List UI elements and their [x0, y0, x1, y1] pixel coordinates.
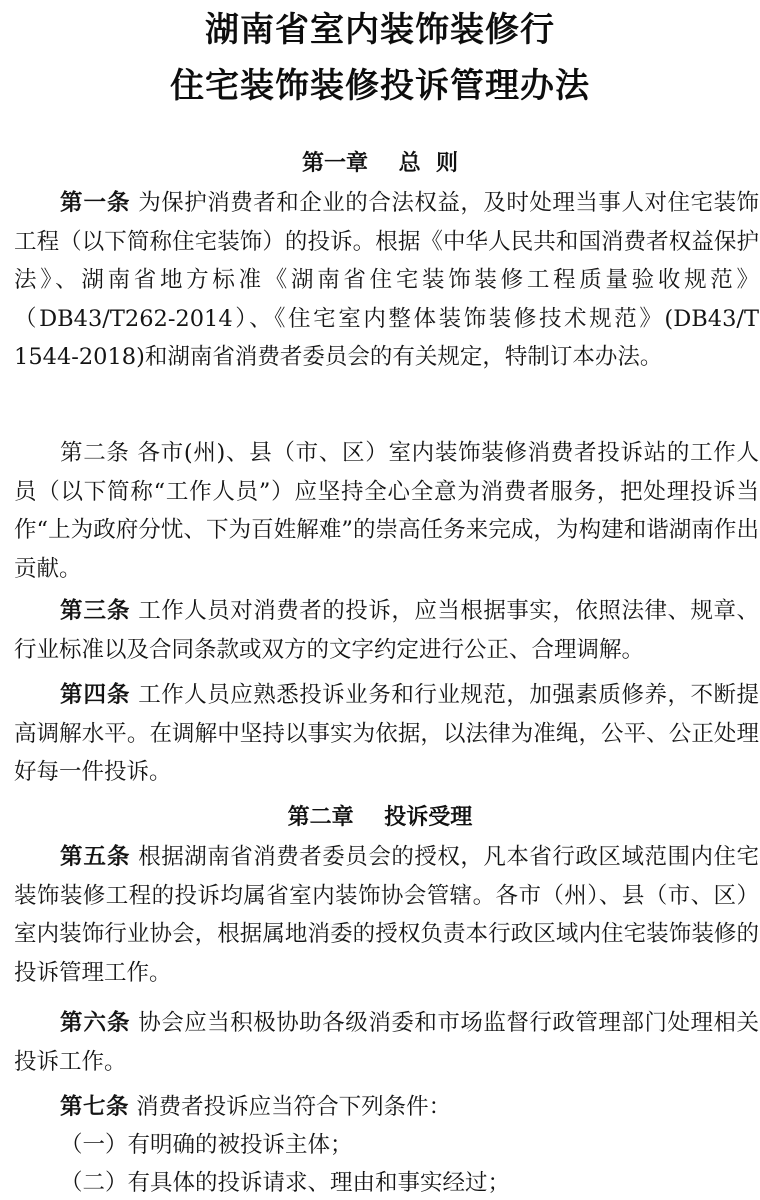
article-4-number: 第四条 — [60, 682, 131, 708]
article-5 — [14, 838, 759, 992]
article-4-text: 工作人员应熟悉投诉业务和行业规范，加强素质修养，不断提高调解水平。在调解中坚持以事实为依据，以法律为准绳，公平、公正处理好每一件投诉。 — [14, 682, 759, 785]
article-2-number: 第二条 — [60, 440, 130, 466]
chapter-2-heading: 第二章 投诉受理 — [287, 805, 473, 830]
chapter-1-heading: 第一章 总 则 — [302, 151, 458, 176]
article-6-number: 第六条 — [60, 1010, 131, 1036]
article-5-text: 根据湖南省消费者委员会的授权，凡本省行政区域范围内住宅装饰装修工程的投诉均属省室内装饰协会管辖。各市（州）、县（市、区）室内装饰行业协会，根据属地消委的授权负责本行政区域内住宅装饰装修的投诉管理工作。 — [14, 844, 759, 986]
article-6 — [14, 1004, 759, 1081]
article-7 — [14, 1088, 759, 1127]
document-title-line-2: 住宅装饰装修投诉管理办法 — [170, 66, 590, 106]
document-title-line-1: 湖南省室内装饰装修行 — [205, 10, 555, 50]
article-1 — [14, 184, 759, 377]
article-3-number: 第三条 — [60, 598, 131, 624]
article-3 — [14, 592, 759, 669]
list-item-1: （一）有明确的被投诉主体； — [60, 1132, 353, 1158]
article-7-number: 第七条 — [60, 1094, 130, 1120]
article-4 — [14, 676, 759, 792]
article-7-text: 消费者投诉应当符合下列条件： — [129, 1094, 452, 1120]
article-2-text: 各市(州)、县（市、区）室内装饰装修消费者投诉站的工作人员（以下简称“工作人员”）应坚持全心全意为消费者服务，把处理投诉当作“上为政府分忧、下为百姓解难”的崇高任务来完成，为构建和谐湖南作出贡献。 — [14, 440, 759, 582]
article-1-number: 第一条 — [60, 190, 131, 216]
article-3-text: 工作人员对消费者的投诉，应当根据事实，依照法律、规章、行业标准以及合同条款或双方的文字约定进行公正、合理调解。 — [14, 598, 759, 663]
article-2 — [14, 434, 759, 588]
article-6-text: 协会应当积极协助各级消委和市场监督行政管理部门处理相关投诉工作。 — [14, 1010, 759, 1075]
article-5-number: 第五条 — [60, 844, 131, 870]
list-item-2: （二）有具体的投诉请求、理由和事实经过； — [60, 1170, 511, 1196]
article-1-text: 为保护消费者和企业的合法权益，及时处理当事人对住宅装饰工程（以下简称住宅装饰）的投诉。根据《中华人民共和国消费者权益保护法》、湖南省地方标准《湖南省住宅装饰装修工程质量验收规范》（DB43/T262-2014）、《住宅室内整体装饰装修技术规范》(DB43/T 1544-2018)和湖南省消费者委员会的有关规定，特制订本办法。 — [14, 190, 759, 370]
